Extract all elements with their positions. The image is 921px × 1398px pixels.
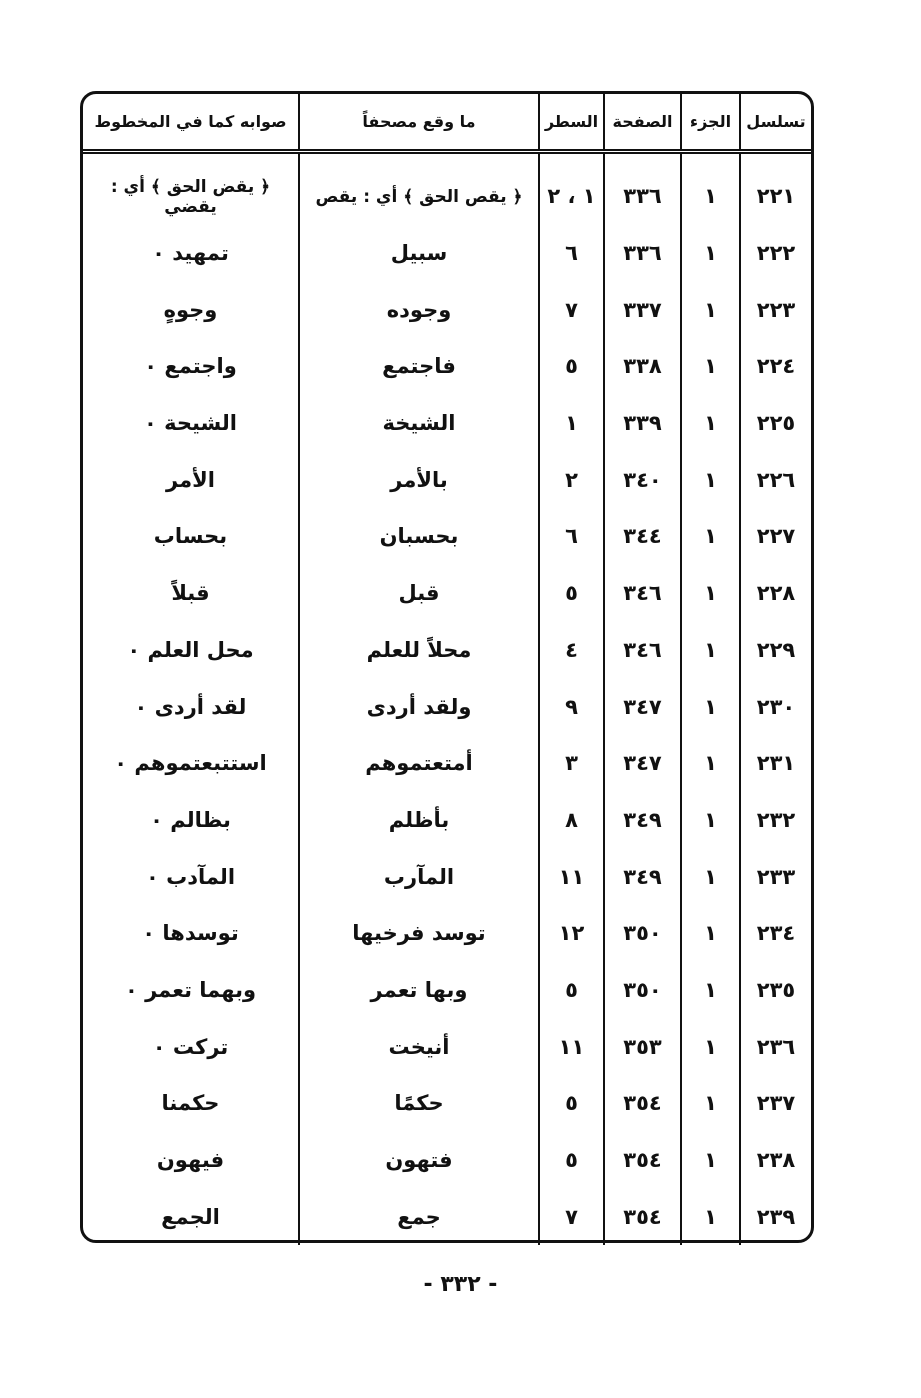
- cell-line: ١١: [539, 848, 604, 905]
- table-row: [83, 152, 811, 225]
- cell-part: ١: [681, 152, 740, 225]
- cell-correct: توسدها ٠: [83, 905, 299, 962]
- cell-line: ٥: [539, 565, 604, 622]
- cell-correct: بظالم ٠: [83, 792, 299, 849]
- table-row: [83, 905, 811, 962]
- header-part: الجزء: [681, 94, 740, 152]
- cell-page: ٣٣٦: [604, 152, 681, 225]
- table-row: [83, 508, 811, 565]
- cell-line: ١: [539, 395, 604, 452]
- cell-erratum: أنيخت: [299, 1018, 539, 1075]
- cell-line: ١١: [539, 1018, 604, 1075]
- header-serial: تسلسل: [740, 94, 811, 152]
- cell-erratum: أمتعتموهم: [299, 735, 539, 792]
- cell-line: ٢: [539, 451, 604, 508]
- cell-serial: ٢٢٦: [756, 467, 796, 492]
- cell-erratum: بالأمر: [299, 451, 539, 508]
- cell-correct: المآدب ٠: [83, 848, 299, 905]
- cell-part: ١: [681, 395, 740, 452]
- cell-serial: ٢٣٨: [756, 1148, 796, 1173]
- cell-serial: ٢٢٩: [756, 637, 796, 662]
- cell-line: ٧: [539, 1188, 604, 1245]
- cell-erratum: بحسبان: [299, 508, 539, 565]
- cell-part: ١: [681, 735, 740, 792]
- cell-correct: استتبعتموهم ٠: [83, 735, 299, 792]
- cell-line: ٩: [539, 678, 604, 735]
- cell-page: ٣٥٤: [604, 1188, 681, 1245]
- cell-serial: ٢٣٦: [756, 1034, 796, 1059]
- table-row: [83, 962, 811, 1019]
- cell-line: ٦: [539, 225, 604, 282]
- cell-page: ٣٥٣: [604, 1018, 681, 1075]
- table-row: [83, 678, 811, 735]
- table-row: [83, 281, 811, 338]
- cell-page: ٣٤٧: [604, 735, 681, 792]
- cell-correct: وبهما تعمر ٠: [83, 962, 299, 1019]
- header-correct: صوابه كما في المخطوط: [83, 94, 299, 152]
- errata-table: [83, 94, 811, 1245]
- cell-erratum: المآرب: [299, 848, 539, 905]
- cell-part: ١: [681, 962, 740, 1019]
- cell-erratum: محلاً للعلم: [299, 622, 539, 679]
- cell-part: ١: [681, 565, 740, 622]
- table-row: [83, 622, 811, 679]
- cell-erratum: توسد فرخيها: [299, 905, 539, 962]
- cell-line: ١ ، ٢: [539, 152, 604, 225]
- cell-part: ١: [681, 1188, 740, 1245]
- cell-page: ٣٥٠: [604, 962, 681, 1019]
- cell-line: ٥: [539, 338, 604, 395]
- cell-page: ٣٣٧: [604, 281, 681, 338]
- cell-page: ٣٤٧: [604, 678, 681, 735]
- table-row: [83, 1188, 811, 1245]
- page-number: - ٣٣٢ -: [423, 1272, 498, 1297]
- cell-correct: تركت ٠: [83, 1018, 299, 1075]
- cell-part: ١: [681, 678, 740, 735]
- table-row: [83, 225, 811, 282]
- table-row: [83, 565, 811, 622]
- cell-correct: قبلاً: [83, 565, 299, 622]
- cell-part: ١: [681, 1075, 740, 1132]
- cell-serial: ٢٣٠: [756, 694, 796, 719]
- cell-part: ١: [681, 338, 740, 395]
- cell-part: ١: [681, 792, 740, 849]
- cell-page: ٣٤٤: [604, 508, 681, 565]
- table-row: [83, 792, 811, 849]
- cell-part: ١: [681, 905, 740, 962]
- cell-page: ٣٤٦: [604, 622, 681, 679]
- cell-page: ٣٣٨: [604, 338, 681, 395]
- cell-erratum: وبها تعمر: [299, 962, 539, 1019]
- cell-erratum: ﴿ يقص الحق ﴾ أي : يقص: [299, 152, 539, 225]
- cell-line: ٥: [539, 1132, 604, 1189]
- cell-line: ٦: [539, 508, 604, 565]
- cell-part: ١: [681, 1132, 740, 1189]
- header-row: [83, 94, 811, 152]
- errata-table-frame: [80, 91, 814, 1243]
- cell-serial: ٢٢٢: [756, 241, 796, 266]
- table-row: [83, 848, 811, 905]
- cell-erratum: قبل: [299, 565, 539, 622]
- cell-erratum: حكمًا: [299, 1075, 539, 1132]
- cell-correct: فيهون: [83, 1132, 299, 1189]
- cell-correct: الشيحة ٠: [83, 395, 299, 452]
- cell-part: ١: [681, 225, 740, 282]
- cell-correct: الجمع: [83, 1188, 299, 1245]
- header-page: الصفحة: [604, 94, 681, 152]
- cell-page: ٣٥٠: [604, 905, 681, 962]
- cell-line: ٤: [539, 622, 604, 679]
- cell-erratum: جمع: [299, 1188, 539, 1245]
- cell-correct: حكمنا: [83, 1075, 299, 1132]
- cell-erratum: وجوده: [299, 281, 539, 338]
- cell-part: ١: [681, 508, 740, 565]
- cell-page: ٣٣٦: [604, 225, 681, 282]
- cell-page: ٣٤٩: [604, 848, 681, 905]
- table-row: [83, 395, 811, 452]
- cell-line: ٨: [539, 792, 604, 849]
- cell-erratum: فتهون: [299, 1132, 539, 1189]
- cell-page: ٣٤٠: [604, 451, 681, 508]
- table-row: [83, 1018, 811, 1075]
- cell-serial: ٢٣٢: [756, 807, 796, 832]
- cell-page: ٣٣٩: [604, 395, 681, 452]
- cell-line: ٥: [539, 1075, 604, 1132]
- cell-erratum: الشيخة: [299, 395, 539, 452]
- cell-line: ٣: [539, 735, 604, 792]
- cell-serial: ٢٢٥: [756, 411, 796, 436]
- table-row: [83, 735, 811, 792]
- cell-serial: ٢٣٣: [756, 864, 796, 889]
- table-body: [83, 152, 811, 1246]
- cell-erratum: فاجتمع: [299, 338, 539, 395]
- table-row: [83, 338, 811, 395]
- cell-serial: ٢٢٤: [756, 354, 796, 379]
- cell-serial: ٢٣٩: [756, 1204, 796, 1229]
- cell-erratum: سبيل: [299, 225, 539, 282]
- cell-serial: ٢٣٧: [756, 1091, 796, 1116]
- cell-serial: ٢٢٨: [756, 581, 796, 606]
- cell-page: ٣٤٩: [604, 792, 681, 849]
- cell-correct: واجتمع ٠: [83, 338, 299, 395]
- cell-part: ١: [681, 281, 740, 338]
- cell-line: ١٢: [539, 905, 604, 962]
- header-line: السطر: [539, 94, 604, 152]
- cell-correct: تمهيد ٠: [83, 225, 299, 282]
- cell-serial: ٢٣١: [756, 751, 796, 776]
- cell-correct: ﴿ يقض الحق ﴾ أي : يقضي: [83, 152, 299, 225]
- table-row: [83, 451, 811, 508]
- cell-erratum: ولقد أردى: [299, 678, 539, 735]
- table-row: [83, 1132, 811, 1189]
- header-erratum: ما وقع مصحفاً: [299, 94, 539, 152]
- cell-correct: محل العلم ٠: [83, 622, 299, 679]
- cell-serial: ٢٢٧: [756, 524, 796, 549]
- cell-erratum: بأظلم: [299, 792, 539, 849]
- cell-page: ٣٥٤: [604, 1132, 681, 1189]
- cell-part: ١: [681, 848, 740, 905]
- cell-part: ١: [681, 622, 740, 679]
- cell-correct: بحساب: [83, 508, 299, 565]
- table-row: [83, 1075, 811, 1132]
- cell-serial: ٢٢٣: [756, 297, 796, 322]
- cell-correct: الأمر: [83, 451, 299, 508]
- cell-line: ٧: [539, 281, 604, 338]
- cell-page: ٣٥٤: [604, 1075, 681, 1132]
- cell-serial: ٢٣٥: [756, 977, 796, 1002]
- cell-line: ٥: [539, 962, 604, 1019]
- cell-page: ٣٤٦: [604, 565, 681, 622]
- cell-serial: ٢٣٤: [756, 921, 796, 946]
- cell-serial: ٢٢١: [756, 184, 796, 209]
- cell-part: ١: [681, 451, 740, 508]
- cell-correct: لقد أردى ٠: [83, 678, 299, 735]
- cell-part: ١: [681, 1018, 740, 1075]
- cell-correct: وجوهٍ: [83, 281, 299, 338]
